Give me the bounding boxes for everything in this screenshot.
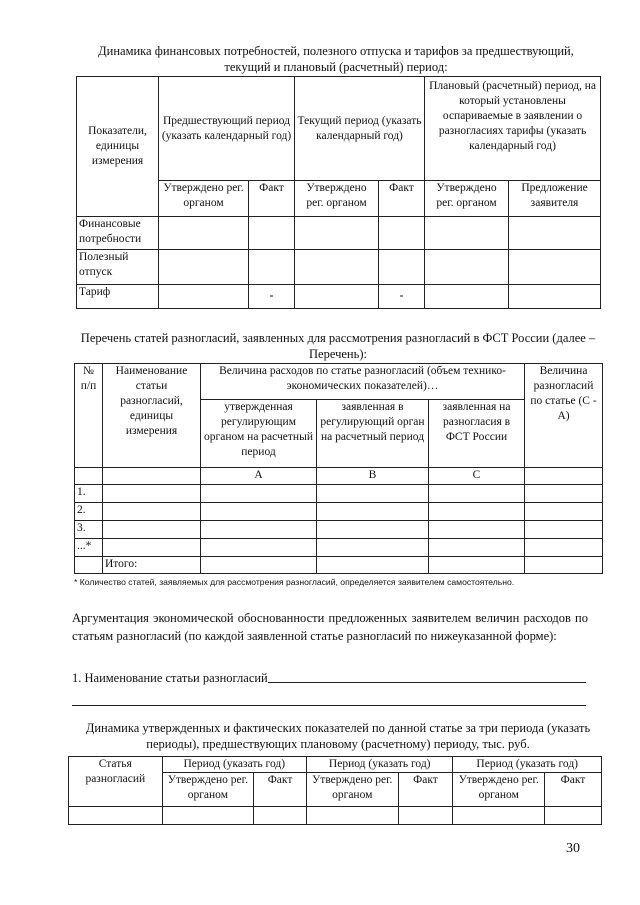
table-cell — [509, 250, 601, 285]
financial-dynamics-table — [76, 76, 601, 309]
table-cell — [509, 217, 601, 250]
disagreements-list-table — [74, 363, 603, 574]
table-cell — [379, 217, 425, 250]
table-cell — [425, 285, 509, 309]
approved-header: Утверждено рег. органом — [307, 773, 399, 807]
total-label: Итого: — [103, 557, 201, 574]
table-cell — [159, 285, 249, 309]
diff-header: Величина разногласий по статье (С - А) — [525, 364, 603, 468]
table-cell — [159, 250, 249, 285]
argumentation-paragraph: Аргументация экономической обоснованности предложенных заявителем величин расходов по статьям разногласий (по каждой заявленной статье разногласий по нижеуказанной форме): — [72, 611, 588, 643]
fact-header: Факт — [544, 773, 601, 807]
table-cell — [295, 250, 379, 285]
table-cell — [379, 250, 425, 285]
row-label: Тариф — [77, 285, 159, 309]
fact-header: Факт — [254, 773, 307, 807]
table-cell: - — [379, 285, 425, 309]
table-cell — [295, 217, 379, 250]
approved-header: Утверждено рег. органом — [162, 773, 254, 807]
prev-fact-header: Факт — [249, 181, 295, 217]
prev-period-header: Предшествующий период (указать календарный год) — [159, 77, 295, 181]
table-cell — [75, 468, 103, 485]
table2-caption: Перечень статей разногласий, заявленных для рассмотрения разногласий в ФСТ России (далее – Перечень): — [80, 331, 596, 361]
table-cell — [103, 468, 201, 485]
page-number: 30 — [566, 841, 580, 856]
table-cell — [425, 217, 509, 250]
curr-approved-header: Утверждено рег. органом — [295, 181, 379, 217]
curr-period-header: Текущий период (указать календарный год) — [295, 77, 425, 181]
fact-header: Факт — [398, 773, 453, 807]
blank-line — [72, 705, 586, 706]
item1-label: 1. Наименование статьи разногласий — [72, 671, 268, 685]
num-header: № п/п — [75, 364, 103, 468]
row-number: 3. — [75, 521, 103, 539]
plan-period-header: Плановый (расчетный) период, на который установлены оспариваемые в заявлении о разногласиях тарифы (указать календарный год) — [425, 77, 601, 181]
expenses-header: Величина расходов по статье разногласий (объем технико-экономических показателей)… — [201, 364, 525, 400]
table1-caption: Динамика финансовых потребностей, полезного отпуска и тарифов за предшествующий, текущий и плановый (расчетный) период: — [98, 44, 574, 74]
table-cell — [509, 285, 601, 309]
row-number: 2. — [75, 503, 103, 521]
item1-row — [72, 668, 586, 686]
table3-caption: Динамика утвержденных и фактических показателей по данной статье за три периода (указать периоды), предшествующих плановому (расчетному) периоду, тыс. руб. — [85, 721, 591, 751]
approved-header: Утверждено рег. органом — [453, 773, 545, 807]
table-cell — [249, 217, 295, 250]
row-label: Полезный отпуск — [77, 250, 159, 285]
article-dynamics-table — [68, 756, 602, 825]
plan-proposal-header: Предложение заявителя — [509, 181, 601, 217]
table-cell — [249, 250, 295, 285]
row-label: Финансовые потребности — [77, 217, 159, 250]
table-cell: - — [249, 285, 295, 309]
item1-fill-line — [268, 681, 586, 683]
footnote: * Количество статей, заявляемых для рассмотрения разногласий, определяется заявителем самостоятельно. — [74, 577, 515, 587]
name-header: Наименование статьи разногласий, единицы измерения — [103, 364, 201, 468]
period-header-1: Период (указать год) — [162, 757, 306, 773]
table-cell — [159, 217, 249, 250]
col-a-label: A — [201, 468, 317, 485]
period-header-2: Период (указать год) — [307, 757, 453, 773]
article-header: Статья разногласий — [69, 757, 163, 807]
table-cell — [295, 285, 379, 309]
declared-header: заявленная в регулирующий орган на расчетный период — [317, 400, 429, 468]
table-cell — [525, 468, 603, 485]
col-b-label: B — [317, 468, 429, 485]
declared-fst-header: заявленная на разногласия в ФСТ России — [429, 400, 525, 468]
approved-header: утвержденная регулирующим органом на расчетный период — [201, 400, 317, 468]
row-number: ...* — [75, 539, 103, 557]
table-cell — [425, 250, 509, 285]
indicators-header: Показатели, единицы измерения — [77, 77, 159, 217]
prev-approved-header: Утверждено рег. органом — [159, 181, 249, 217]
col-c-label: C — [429, 468, 525, 485]
plan-approved-header: Утверждено рег. органом — [425, 181, 509, 217]
period-header-3: Период (указать год) — [453, 757, 602, 773]
row-number: 1. — [75, 485, 103, 503]
curr-fact-header: Факт — [379, 181, 425, 217]
table-cell — [75, 557, 103, 574]
